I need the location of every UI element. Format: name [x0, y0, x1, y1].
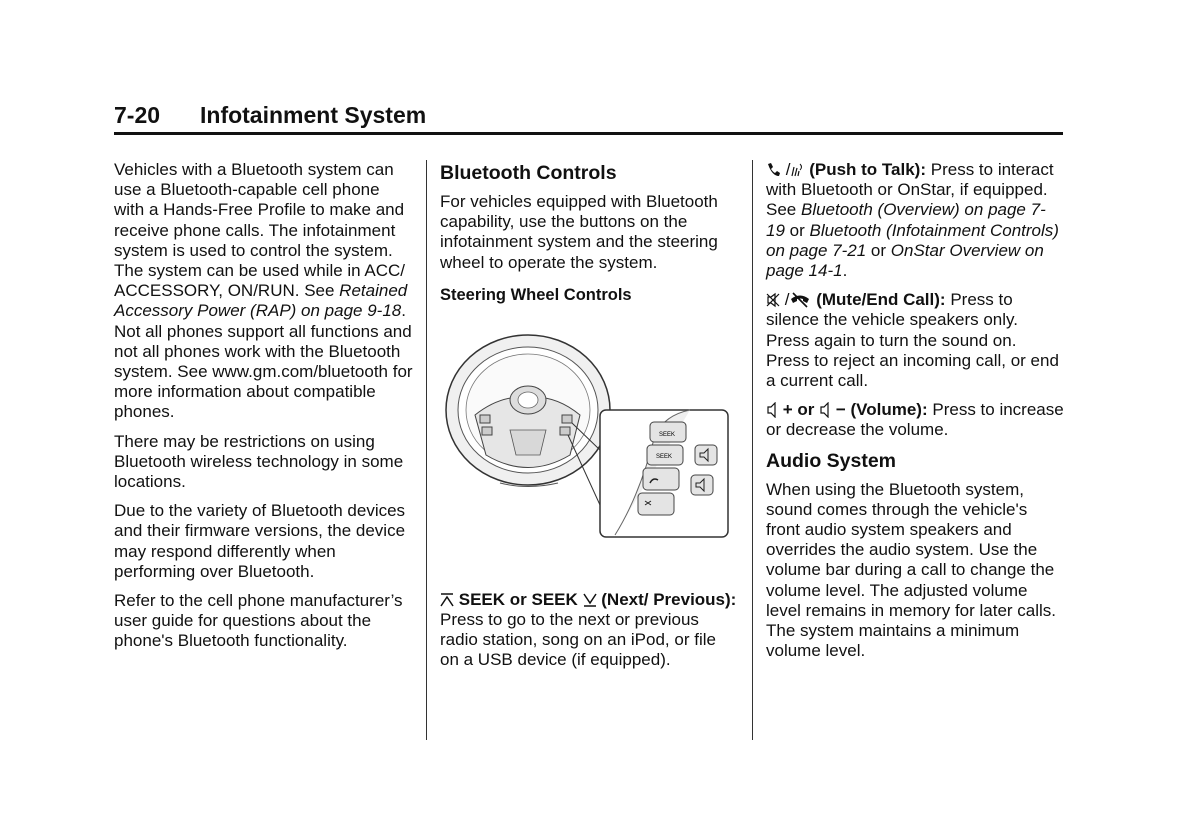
section-heading: Bluetooth Controls	[440, 162, 617, 184]
paragraph: There may be restrictions on using Bluetooth wireless technology in some locations.	[114, 431, 404, 492]
volume-icon	[766, 402, 778, 418]
paragraph	[766, 400, 1064, 440]
text: .	[842, 261, 848, 281]
text: . Not all phones support all functions and not all phones work with the Bluetooth system. See www.gm.com/bluetooth for more information about compatible phones.	[114, 301, 413, 422]
text: or	[866, 240, 891, 260]
term: SEEK or SEEK	[458, 589, 578, 609]
paragraph: For vehicles equipped with Bluetooth capability, use the buttons on the infotainment system and the steering wheel to operate the system.	[440, 192, 718, 272]
term: (Push to Talk):	[809, 160, 926, 179]
section-heading: Audio System	[766, 449, 897, 472]
column-divider	[426, 160, 427, 740]
cross-reference-link[interactable]: Bluetooth (Overview) on page 7-19	[766, 200, 1046, 240]
end-call-icon	[789, 292, 811, 308]
mute-icon	[766, 292, 780, 308]
column-1	[114, 160, 414, 661]
seek-down-label: SEEK	[656, 453, 673, 460]
page-header	[114, 98, 1063, 135]
description: Press to silence the vehicle speakers only. Press again to turn the sound on. Press to reject an incoming call, or end a current call.	[766, 290, 1059, 391]
volume-icon	[819, 402, 831, 418]
phone-icon	[766, 162, 781, 178]
steering-wheel-illustration	[440, 315, 730, 565]
paragraph: Due to the variety of Bluetooth devices and their firmware versions, the device may respond differently when performing over Bluetooth.	[114, 501, 406, 581]
paragraph: Refer to the cell phone manufacturer’s user guide for questions about the phone's Bluetooth functionality.	[114, 591, 403, 651]
voice-icon	[790, 162, 804, 178]
description: Press to go to the next or previous radio station, song on an iPod, or file on a USB device (if equipped).	[440, 610, 716, 670]
cross-reference-link[interactable]: Retained Accessory Power (RAP) on page 9-18	[114, 281, 408, 321]
cross-reference-link[interactable]: Bluetooth (Infotainment Controls) on page 7-21	[766, 220, 1059, 260]
text: Vehicles with a Bluetooth system can use a Bluetooth-capable cell phone with a Hands-Free Profile to make and receive phone calls. The infotainment system is used to control the system. The system can be used while in ACC/ ACCESSORY, ON/RUN. See	[114, 160, 406, 301]
column-divider	[752, 160, 753, 740]
subsection-heading: Steering Wheel Controls	[440, 285, 632, 304]
term: (Next/ Previous):	[601, 589, 737, 609]
text: or	[784, 220, 810, 240]
steering-wheel-svg	[440, 315, 730, 565]
paragraph	[114, 160, 414, 423]
cross-reference-link[interactable]: OnStar Overview on page 14-1	[766, 240, 1044, 281]
term: (Mute/End Call):	[816, 290, 946, 310]
description: Press to interact with Bluetooth or OnStar, if equipped. See	[766, 160, 1054, 220]
description: Press to increase or decrease the volume.	[766, 400, 1064, 440]
page-title: Infotainment System	[200, 102, 427, 128]
slash: /	[784, 290, 790, 310]
slash: /	[785, 160, 791, 179]
paragraph	[766, 160, 1064, 281]
seek-up-icon	[440, 592, 454, 608]
term: + or	[782, 400, 815, 420]
seek-down-icon	[583, 592, 597, 608]
seek-up-label: SEEK	[659, 431, 676, 438]
paragraph: When using the Bluetooth system, sound comes through the vehicle's front audio system speakers and overrides the audio system. Use the volume bar during a call to change the volume level. The adjusted volume level remains in memory for later calls. The system maintains a minimum volume level.	[766, 479, 1057, 661]
term: − (Volume):	[835, 400, 928, 420]
page-number: 7-20	[114, 102, 161, 128]
column-2	[440, 160, 738, 680]
paragraph	[440, 590, 738, 671]
column-3	[766, 160, 1064, 670]
paragraph	[766, 290, 1064, 391]
